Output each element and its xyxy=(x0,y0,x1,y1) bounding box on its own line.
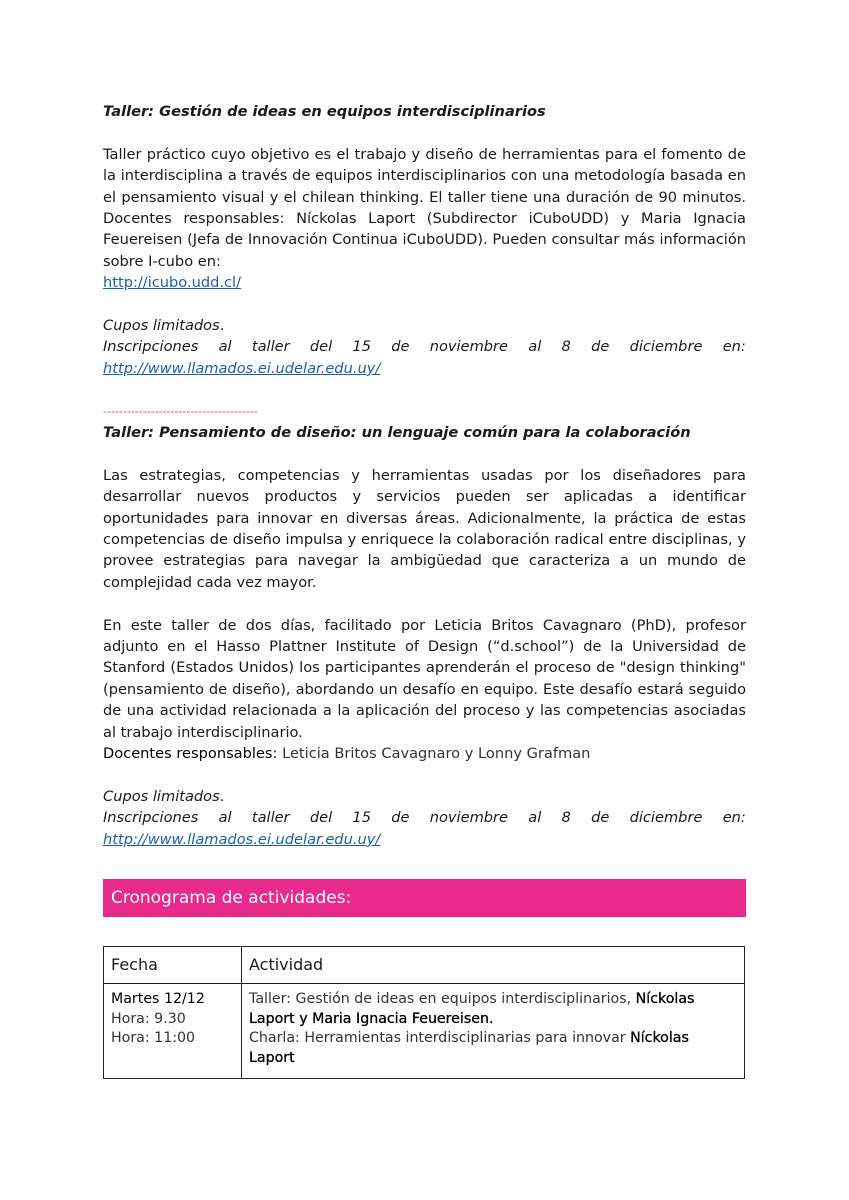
taller2-cupos: Cupos limitados. xyxy=(103,787,225,805)
header-fecha: Fecha xyxy=(104,947,242,984)
fecha-date: Martes 12/12 xyxy=(111,991,205,1007)
inscripciones-link-2[interactable]: http://www.llamados.ei.udelar.edu.uy/ xyxy=(103,830,381,848)
taller1-cupos: Cupos limitados. xyxy=(103,317,225,335)
fecha-cell xyxy=(104,984,242,1079)
taller2-para1: Las estrategias, competencias y herramientas usadas por los diseñadores para desarrollar nuevos productos y servicios pueden ser aplicadas a identificar oportunidades para innovar en diversas áreas. Adicionalmente, la práctica de estas competencias de diseño impulsa y enriquece la colaboración radical entre disciplinas, y provee estrategias para navegar la ambigüedad que caracteriza a un mundo de complejidad cada vez mayor. xyxy=(103,466,746,591)
cronograma-table xyxy=(103,946,745,1079)
actividad-1: Taller: Gestión de ideas en equipos interdisciplinarios, Níckolas Laport y Maria Ignacia Feuereisen. xyxy=(249,991,695,1027)
taller2-inscripciones: Inscripciones al taller del 15 de noviembre al 8 de diciembre en: xyxy=(103,809,746,827)
taller2-title: Taller: Pensamiento de diseño: un lenguaje común para la colaboración xyxy=(103,424,691,442)
cronograma-banner: Cronograma de actividades: xyxy=(103,879,746,917)
content-column xyxy=(103,101,746,850)
table-row xyxy=(104,984,745,1079)
icubo-link[interactable]: http://icubo.udd.cl/ xyxy=(103,274,242,292)
taller2-para2: En este taller de dos días, facilitado por Leticia Britos Cavagnaro (PhD), profesor adjunto en el Hasso Plattner Institute of Design (“d.school”) de la Universidad de Stanford (Estados Unidos) los participantes aprenderán el proceso de "design thinking" (pensamiento de diseño), abordando un desafío en equipo. Este desafío estará seguido de una actividad relacionada a la aplicación del proceso y las competencias asociadas al trabajo interdisciplinario. xyxy=(103,616,746,741)
fecha-hora-2: Hora: 11:00 xyxy=(111,1030,196,1046)
actividad-cell xyxy=(242,984,745,1079)
taller1-title: Taller: Gestión de ideas en equipos interdisciplinarios xyxy=(103,103,546,120)
header-actividad: Actividad xyxy=(242,947,745,984)
taller1-body: Taller práctico cuyo objetivo es el trabajo y diseño de herramientas para el fomento de la interdisciplina a través de equipos interdisciplinarios con una metodología basada en el pensamiento visual y el chilean thinking. El taller tiene una duración de 90 minutos. Docentes responsables: Níckolas Laport (Subdirector iCuboUDD) y Maria Ignacia Feuereisen (Jefa de Innovación Continua iCuboUDD). Pueden consultar más información sobre I-cubo en: xyxy=(103,145,746,270)
fecha-hora-1: Hora: 9.30 xyxy=(111,1010,186,1027)
taller2-docentes: Docentes responsables: Leticia Britos Cavagnaro y Lonny Grafman xyxy=(103,745,591,763)
taller1-inscripciones: Inscripciones al taller del 15 de noviembre al 8 de diciembre en: xyxy=(103,338,746,356)
actividad-2: Charla: Herramientas interdisciplinarias para innovar Níckolas Laport xyxy=(249,1030,689,1066)
table-header-row xyxy=(104,947,745,984)
pink-separator: --------------------------------------- xyxy=(103,404,258,418)
inscripciones-link-1[interactable]: http://www.llamados.ei.udelar.edu.uy/ xyxy=(103,359,381,377)
